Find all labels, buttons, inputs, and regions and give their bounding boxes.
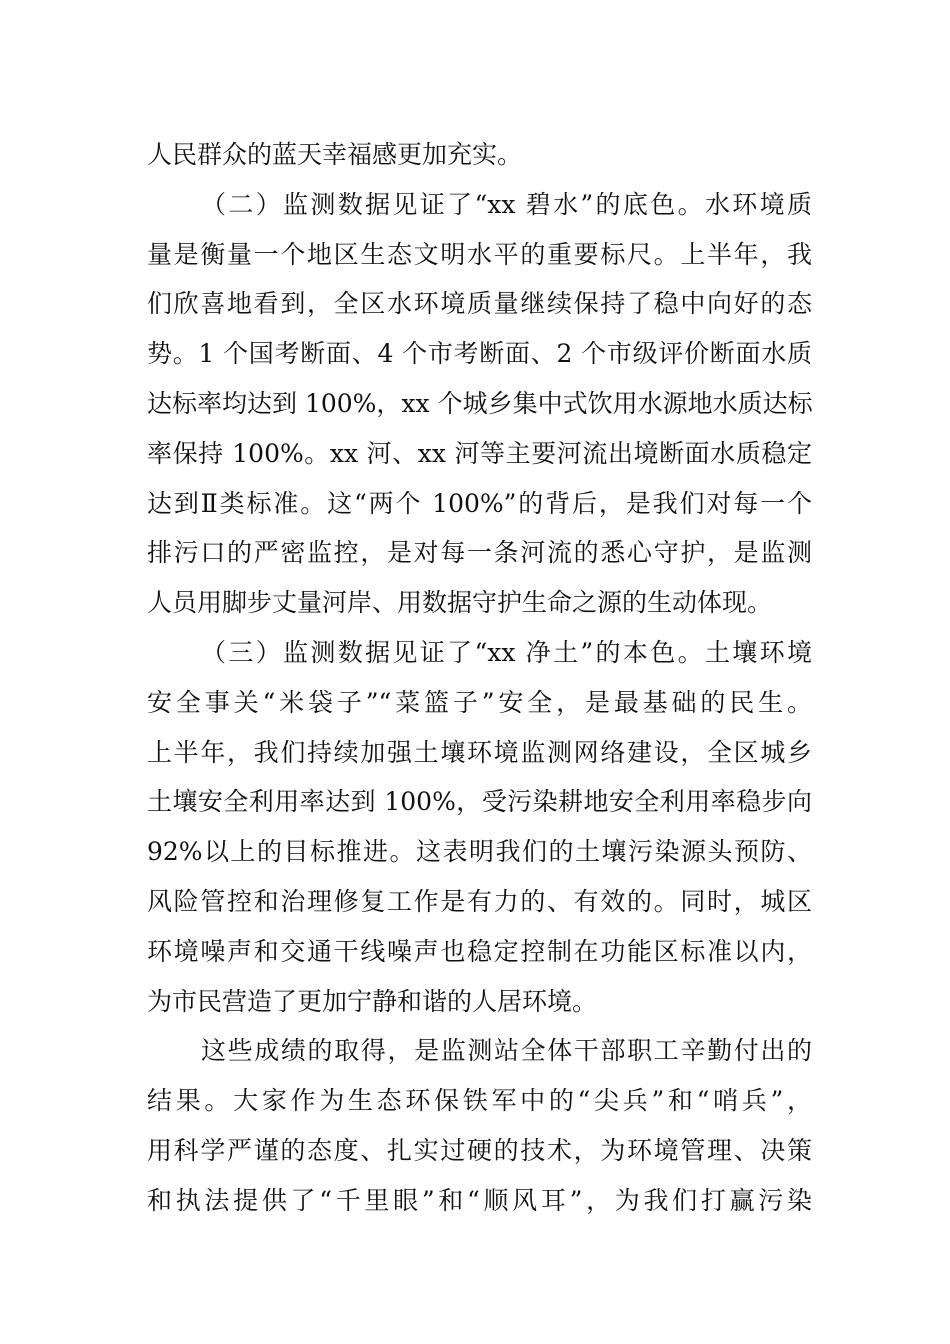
text-line: 达标率均达到 100%，xx 个城乡集中式饮用水源地水质达标 bbox=[147, 388, 813, 418]
text-line: 用科学严谨的态度、扎实过硬的技术，为环境管理、决策 bbox=[147, 1135, 812, 1165]
text-line: 结果。大家作为生态环保铁军中的“尖兵”和“哨兵”， bbox=[147, 1086, 812, 1116]
text-line: 势。1 个国考断面、4 个市考断面、2 个市级评价断面水质 bbox=[147, 339, 812, 369]
text-line: 和执法提供了“千里眼”和“顺风耳”，为我们打赢污染 bbox=[147, 1185, 812, 1215]
text-line: 达到Ⅱ类标准。这“两个 100%”的背后，是我们对每一个 bbox=[147, 488, 812, 518]
text-line: 量是衡量一个地区生态文明水平的重要标尺。上半年，我 bbox=[147, 239, 812, 269]
text-line: 安全事关“米袋子”“菜篮子”安全，是最基础的民生。 bbox=[147, 687, 812, 717]
text-line: 人员用脚步丈量河岸、用数据守护生命之源的生动体现。 bbox=[147, 588, 773, 618]
section-heading-line: （二）监测数据见证了“xx 碧水”的底色。水环境质 bbox=[201, 189, 812, 219]
text-line: 人民群众的蓝天幸福感更加充实。 bbox=[147, 140, 523, 169]
text-line: 为市民营造了更加宁静和谐的人居环境。 bbox=[147, 986, 598, 1016]
text-line: 率保持 100%。xx 河、xx 河等主要河流出境断面水质稳定 bbox=[147, 438, 812, 468]
section-heading-line: （三）监测数据见证了“xx 净土”的本色。土壤环境 bbox=[201, 637, 812, 667]
paragraph-start-line: 这些成绩的取得，是监测站全体干部职工辛勤付出的 bbox=[201, 1036, 812, 1066]
text-line: 排污口的严密监控，是对每一条河流的悉心守护，是监测 bbox=[147, 538, 812, 568]
text-line: 92%以上的目标推进。这表明我们的土壤污染源头预防、 bbox=[147, 837, 812, 867]
text-line: 环境噪声和交通干线噪声也稳定控制在功能区标准以内， bbox=[147, 936, 812, 966]
text-line: 土壤安全利用率达到 100%，受污染耕地安全利用率稳步向 bbox=[147, 787, 812, 817]
text-line: 风险管控和治理修复工作是有力的、有效的。同时，城区 bbox=[147, 886, 812, 916]
text-line: 上半年，我们持续加强土壤环境监测网络建设，全区城乡 bbox=[147, 737, 812, 767]
body-text bbox=[147, 130, 812, 1226]
text-line: 们欣喜地看到，全区水环境质量继续保持了稳中向好的态 bbox=[147, 289, 812, 319]
